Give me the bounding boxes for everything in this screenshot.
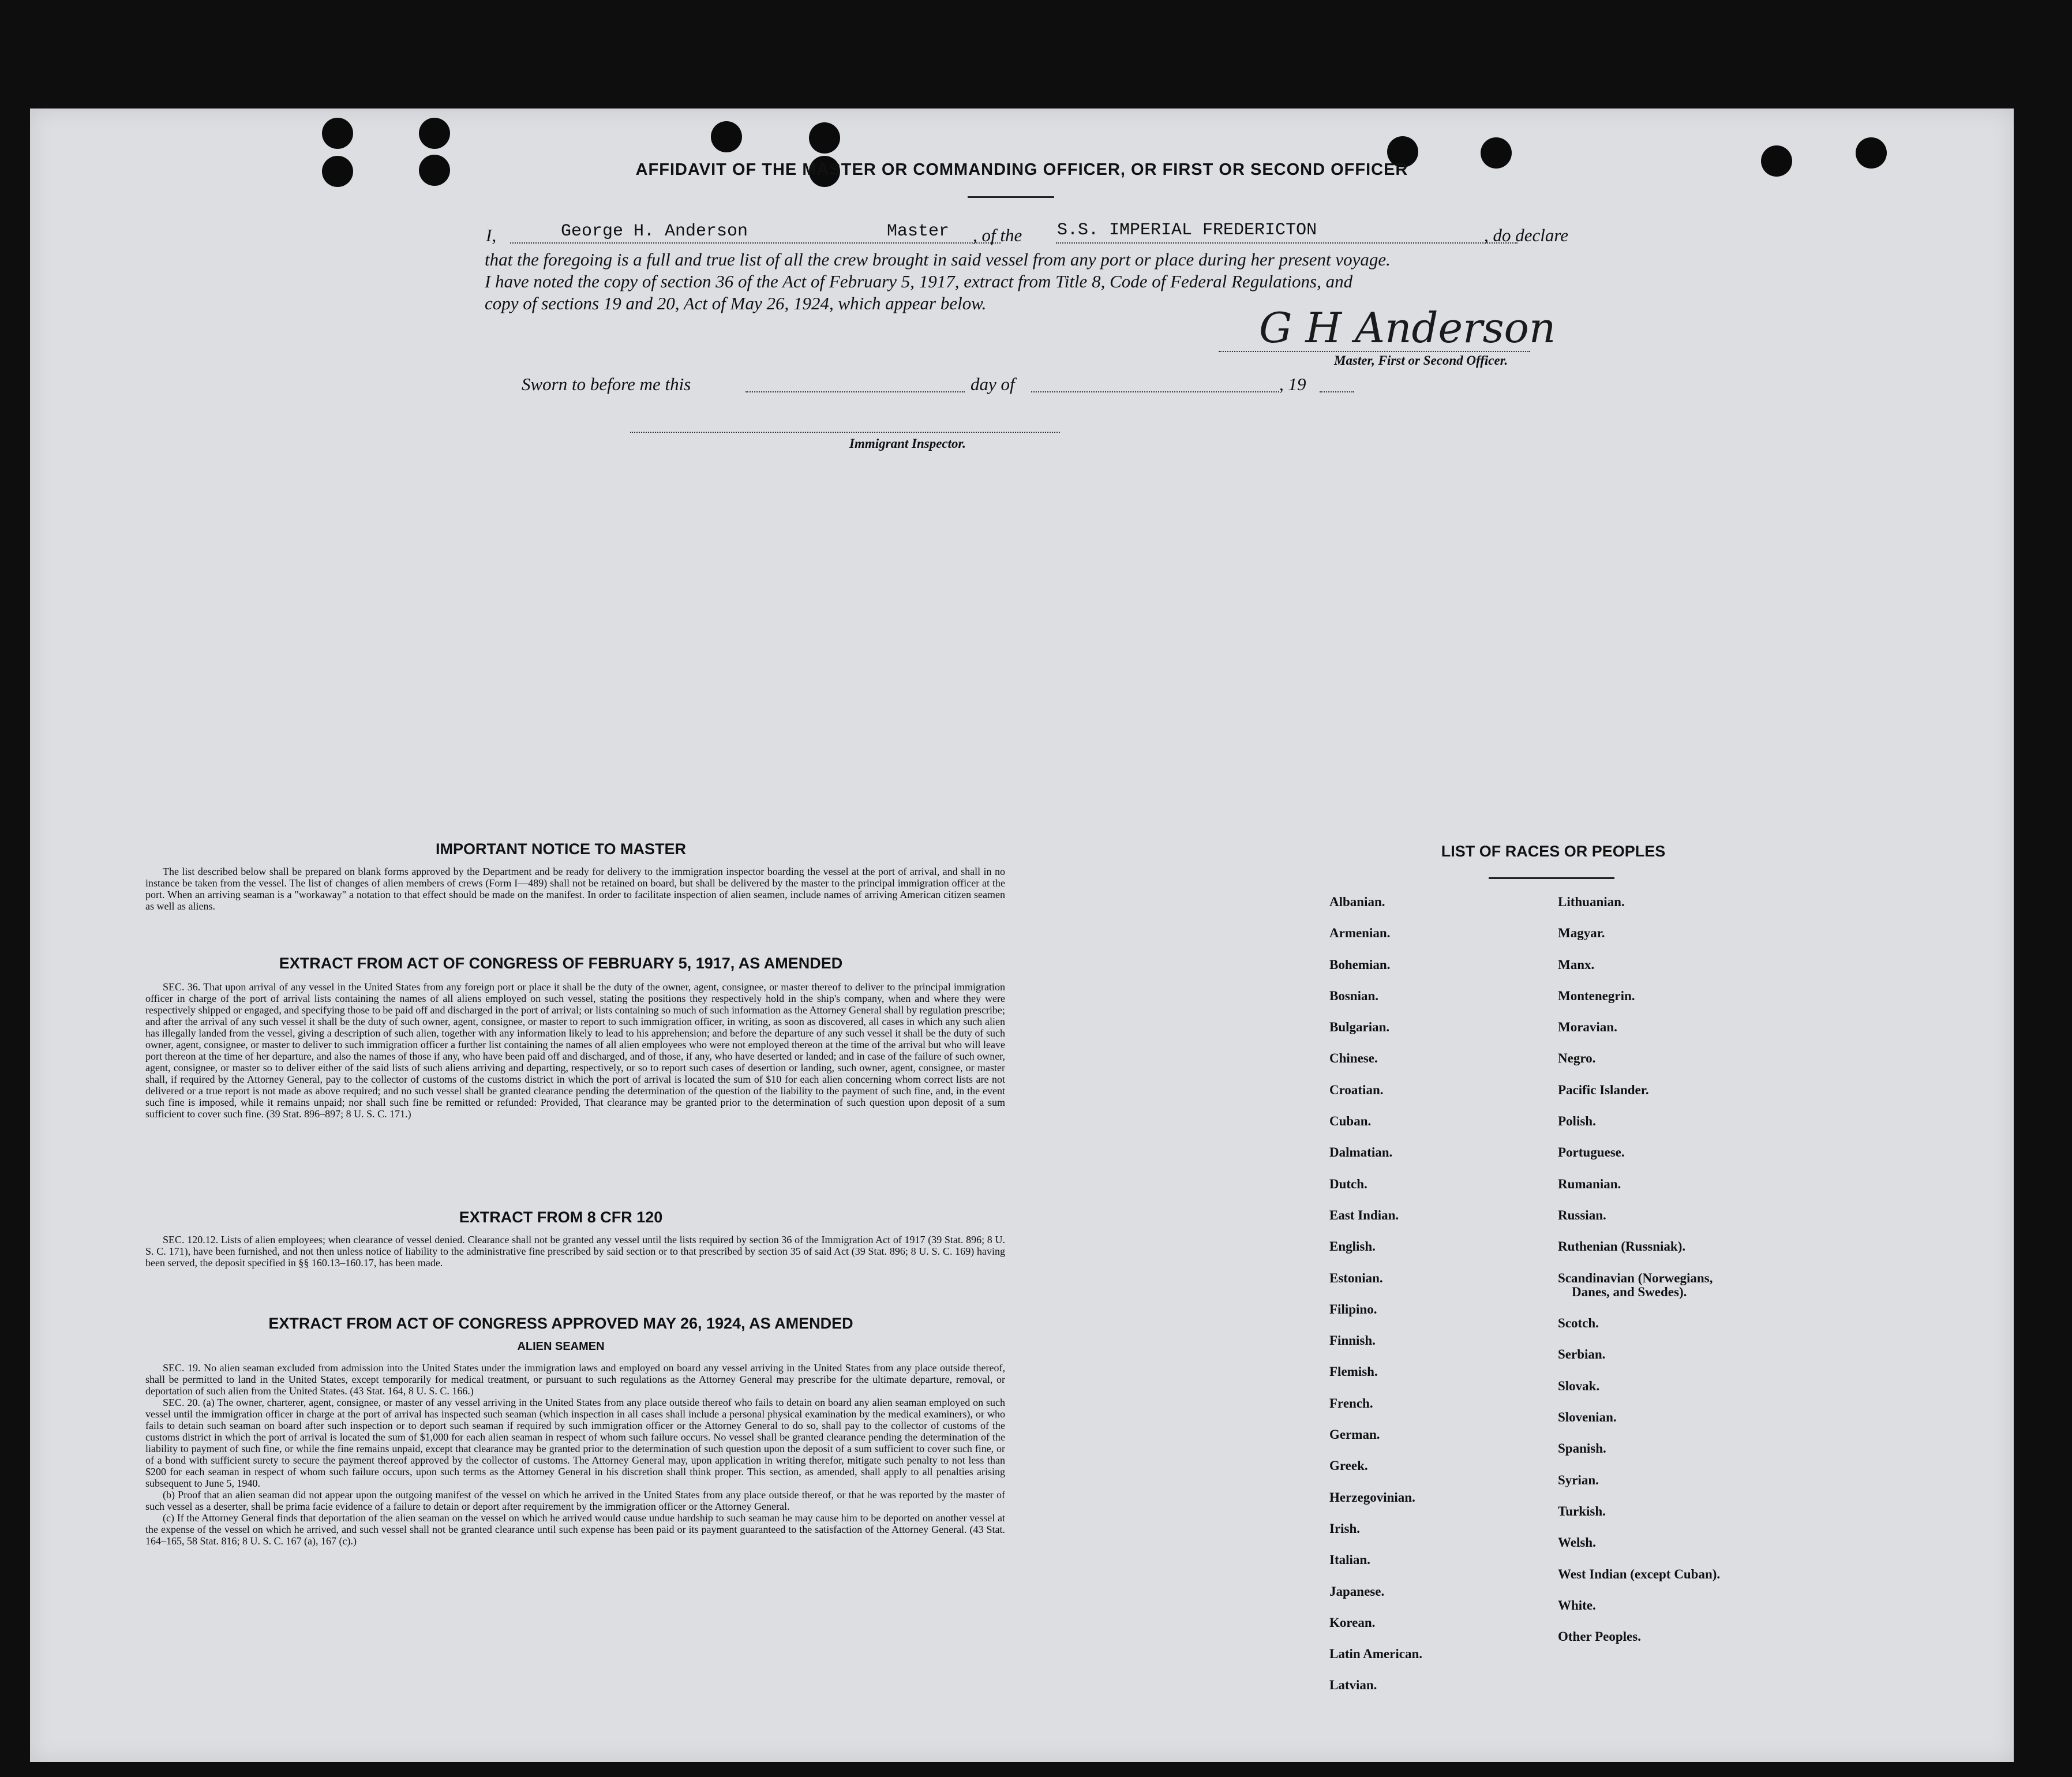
inspector-caption: Immigrant Inspector. xyxy=(849,436,966,451)
extract-1924-title: EXTRACT FROM ACT OF CONGRESS APPROVED MAY 26, 1924, AS AMENDED xyxy=(268,1315,853,1332)
sworn-month-line xyxy=(1031,391,1279,392)
races-underline xyxy=(1489,877,1614,879)
sworn-day-line xyxy=(745,391,965,392)
race-item: Bosnian. xyxy=(1329,988,1379,1003)
year-label: , 19 xyxy=(1279,374,1306,394)
race-item: Polish. xyxy=(1558,1114,1596,1129)
race-item: Flemish. xyxy=(1329,1364,1378,1379)
race-item: Syrian. xyxy=(1558,1472,1599,1487)
cfr-text xyxy=(145,1234,1005,1269)
race-item: Other Peoples. xyxy=(1558,1629,1641,1644)
notice-text xyxy=(145,866,1005,912)
sec-19-paragraph: SEC. 19. No alien seaman excluded from admission into the United States under the immigration laws and employed on board any vessel arriving in the United States from any place outside thereof, shall be permitted to land in the United States, except temporarily for medical treatment, or pursuant to such regulations as the Attorney General may prescribe for the ultimate departure, removal, or deportation of such alien from the United States. (43 Stat. 164, 8 U. S. C. 166.) xyxy=(145,1362,1005,1397)
races-title: LIST OF RACES OR PEOPLES xyxy=(1441,843,1666,860)
race-item: Cuban. xyxy=(1329,1114,1372,1129)
vessel-line xyxy=(1056,242,1518,244)
race-item: Bulgarian. xyxy=(1329,1020,1390,1035)
declaration-line-3: I have noted the copy of section 36 of the Act of February 5, 1917, extract from Title 8, Code of Federal Regulations, and xyxy=(485,271,1353,291)
notice-paragraph: The list described below shall be prepared on blank forms approved by the Department and be ready for delivery to the immigration inspector boarding the vessel at the port of arrival, and shall in no instance be taken from the vessel. The list of changes of alien members of crews (Form I—489) shall not be retained on board, but shall be delivered by the master to the principal immigration officer at the port. When an arriving seaman is a "workaway" a notation to that effect should be made on the manifest. In order to facilitate inspection of alien seamen, include names of arriving American citizen seamen as well as aliens. xyxy=(145,866,1005,912)
race-item: Spanish. xyxy=(1558,1441,1606,1456)
race-item: Scotch. xyxy=(1558,1316,1599,1331)
notice-title: IMPORTANT NOTICE TO MASTER xyxy=(436,840,686,858)
race-item: Lithuanian. xyxy=(1558,895,1625,909)
declarant-pronoun: I, xyxy=(486,225,497,245)
declaration-line-4: copy of sections 19 and 20, Act of May 26, 1924, which appear below. xyxy=(485,293,987,313)
race-item: Negro. xyxy=(1558,1051,1596,1066)
do-declare-label: , do declare xyxy=(1484,225,1569,245)
extract-1917-text xyxy=(145,981,1005,1120)
race-item: Danes, and Swedes). xyxy=(1572,1284,1687,1299)
sec-20c-paragraph: (c) If the Attorney General finds that deportation of the alien seaman on the vessel on which he arrived would cause undue hardship to such seaman he may cause him to be deported on another vessel at the expense of the vessel on which he arrived, and such vessel shall not be granted clearance until such expense has been paid or its payment guaranteed to the satisfaction of the Attorney General. (43 Stat. 164–165, 58 Stat. 816; 8 U. S. C. 167 (a), 167 (c).) xyxy=(145,1512,1005,1547)
race-item: Croatian. xyxy=(1329,1082,1384,1097)
race-item: German. xyxy=(1329,1427,1380,1442)
race-item: Serbian. xyxy=(1558,1347,1606,1362)
race-item: Moravian. xyxy=(1558,1020,1617,1035)
title-underline xyxy=(968,196,1054,198)
extract-1917-title: EXTRACT FROM ACT OF CONGRESS OF FEBRUARY 5, 1917, AS AMENDED xyxy=(279,955,843,972)
race-item: White. xyxy=(1558,1598,1596,1613)
race-item: Armenian. xyxy=(1329,926,1391,941)
race-item: Italian. xyxy=(1329,1552,1370,1567)
inspector-line xyxy=(630,432,1060,433)
race-item: Bohemian. xyxy=(1329,957,1391,972)
master-name: George H. Anderson xyxy=(561,222,748,241)
declaration-line-2: that the foregoing is a full and true list of all the crew brought in said vessel from any port or place during her present voyage. xyxy=(485,249,1391,270)
race-item: Dalmatian. xyxy=(1329,1145,1393,1160)
race-item: Montenegrin. xyxy=(1558,988,1635,1003)
races-column-2 xyxy=(1558,895,1720,1660)
race-item: Dutch. xyxy=(1329,1176,1367,1191)
sec-20b-paragraph: (b) Proof that an alien seaman did not appear upon the outgoing manifest of the vessel on which he arrived in the United States from any place outside thereof, or that he was reported by the master of such vessel as a deserter, shall be prima facie evidence of a failure to detain or deport after requirement by the immigration officer or the Attorney General. xyxy=(145,1489,1005,1512)
name-line xyxy=(510,242,1001,244)
vessel-name: S.S. IMPERIAL FREDERICTON xyxy=(1057,220,1317,240)
race-item: Irish. xyxy=(1329,1521,1361,1536)
day-of-label: day of xyxy=(971,374,1015,394)
punch-hole xyxy=(419,118,450,149)
race-item: Japanese. xyxy=(1329,1584,1385,1599)
affidavit-title: AFFIDAVIT OF THE MASTER OR COMMANDING OFFICER, OR FIRST OR SECOND OFFICER xyxy=(635,160,1408,179)
race-item: Turkish. xyxy=(1558,1503,1606,1518)
race-item: Latvian. xyxy=(1329,1678,1377,1693)
signature-caption: Master, First or Second Officer. xyxy=(1334,353,1508,368)
race-item: Welsh. xyxy=(1558,1535,1596,1550)
race-item: Filipino. xyxy=(1329,1301,1377,1316)
cfr-title: EXTRACT FROM 8 CFR 120 xyxy=(459,1209,663,1226)
race-item: Korean. xyxy=(1329,1615,1376,1630)
race-item: Greek. xyxy=(1329,1458,1368,1473)
race-item: West Indian (except Cuban). xyxy=(1558,1566,1721,1581)
master-rank: Master xyxy=(887,222,950,241)
of-the-label: , of the xyxy=(973,225,1022,245)
punch-hole xyxy=(711,121,742,152)
race-item: East Indian. xyxy=(1329,1207,1399,1222)
signature: G H Anderson xyxy=(1259,304,1556,352)
races-column-1 xyxy=(1329,895,1422,1709)
race-item: English. xyxy=(1329,1239,1376,1254)
sworn-label: Sworn to before me this xyxy=(522,374,691,394)
sec-120-12-paragraph: SEC. 120.12. Lists of alien employees; when clearance of vessel denied. Clearance shall not be granted any vessel until the lists required by section 36 of the Immigration Act of 1917 (39 Stat. 896; 8 U. S. C. 171), have been furnished, and not then unless notice of liability to the administrative fine prescribed by said section or to that prescribed by section 35 of said Act (39 Stat. 896; 8 U. S. C. 169) having been served, the deposit specified in §§ 160.13–160.17, has been made. xyxy=(145,1234,1005,1269)
race-item: Estonian. xyxy=(1329,1270,1383,1285)
race-item: Albanian. xyxy=(1329,895,1385,909)
race-item: Slovenian. xyxy=(1558,1410,1617,1425)
race-item: Ruthenian (Russniak). xyxy=(1558,1239,1686,1254)
alien-seamen-subtitle: ALIEN SEAMEN xyxy=(517,1340,605,1353)
race-item: Chinese. xyxy=(1329,1051,1378,1066)
signature-line xyxy=(1219,351,1530,352)
race-item: Russian. xyxy=(1558,1207,1606,1222)
race-item: Slovak. xyxy=(1558,1378,1600,1393)
document-page xyxy=(30,109,2014,1762)
race-item: Finnish. xyxy=(1329,1333,1376,1348)
punch-hole xyxy=(809,122,840,154)
race-item: Portuguese. xyxy=(1558,1145,1625,1160)
race-item: French. xyxy=(1329,1396,1373,1411)
race-item: Scandinavian (Norwegians, xyxy=(1558,1270,1713,1285)
sec-20a-paragraph: SEC. 20. (a) The owner, charterer, agent, consignee, or master of any vessel arriving in the United States from any place outside thereof who fails to detain on board any alien seaman employed on such vessel until the immigration officer in charge at the port of arrival has inspected such seaman (which inspection in all cases shall include a personal physical examination by the medical examiners), or who fails to detain such seaman on board after such inspection or to deport such seaman if required by such immigration officer or the Attorney General to do so, shall pay to the collector of customs of the customs district in which the port of arrival is located the sum of $1,000 for each alien seaman in respect of whom such failure occurs. No vessel shall be granted clearance pending the determination of the liability to payment of such fine, or while the fine remains unpaid, except that clearance may be granted prior to the determination of such question upon the deposit of a sum sufficient to cover such fine, or of a bond with sufficient surety to secure the payment thereof approved by the collector of customs. The Attorney General may, upon application in writing therefor, mitigate such penalty to not less than $200 for each seaman in respect of whom such failure occurs, upon such terms as the Attorney General in his discretion shall think proper. This section, as amended, shall apply to all penalties arising subsequent to June 5, 1940. xyxy=(145,1397,1005,1489)
sec-36-paragraph: SEC. 36. That upon arrival of any vessel in the United States from any foreign port or place it shall be the duty of the owner, agent, consignee, or master thereof to deliver to the principal immigration officer in charge of the port of arrival lists containing the names of all aliens employed on such vessel, stating the positions they respectively hold in the ship's company, when and where they were respectively shipped or engaged, and specifying those to be paid off and discharged in the port of arrival; or lists containing so much of such information as the Attorney General shall by regulation prescribe; and after the arrival of any such vessel it shall be the duty of such owner, agent, consignee, or master to report to such immigration officer, in writing, as soon as discovered, all cases in which any such alien has illegally landed from the vessel, giving a description of such alien, together with any information likely to lead to his apprehension; and before the departure of any such vessel it shall be the duty of such owner, agent, consignee, or master to deliver to such immigration officer a further list containing the names of all alien employees who were not employed thereon at the time of the arrival but who will leave port thereon at the time of her departure, and also the names of those if any, who have been paid off and discharged, and of those, if any, who have deserted or landed; and in case of the failure of such owner, agent, consignee, or master so to deliver either of the said lists of such aliens arriving and departing, respectively, or so to report such cases of desertion or landing, such owner, agent, consignee, or master shall, if required by the Attorney General, pay to the collector of customs of the customs district in which the port of arrival is located the sum of $10 for each alien concerning whom correct lists are not delivered or a true report is not made as above required; and no such vessel shall be granted clearance pending the determination of the question of the liability to the payment of such fine, and, in the event such fine is imposed, while it remains unpaid; nor shall such fine be remitted or refunded: Provided, That clearance may be granted prior to the determination of such question upon deposit of a sum sufficient to cover such fine. (39 Stat. 896–897; 8 U. S. C. 171.) xyxy=(145,981,1005,1120)
race-item: Pacific Islander. xyxy=(1558,1082,1649,1097)
extract-1924-text xyxy=(145,1362,1005,1547)
race-item: Herzegovinian. xyxy=(1329,1490,1415,1505)
sworn-year-line xyxy=(1320,391,1354,392)
race-item: Latin American. xyxy=(1329,1647,1422,1662)
race-item: Rumanian. xyxy=(1558,1176,1621,1191)
race-item: Magyar. xyxy=(1558,926,1605,941)
punch-hole xyxy=(322,118,353,149)
race-item: Manx. xyxy=(1558,957,1595,972)
